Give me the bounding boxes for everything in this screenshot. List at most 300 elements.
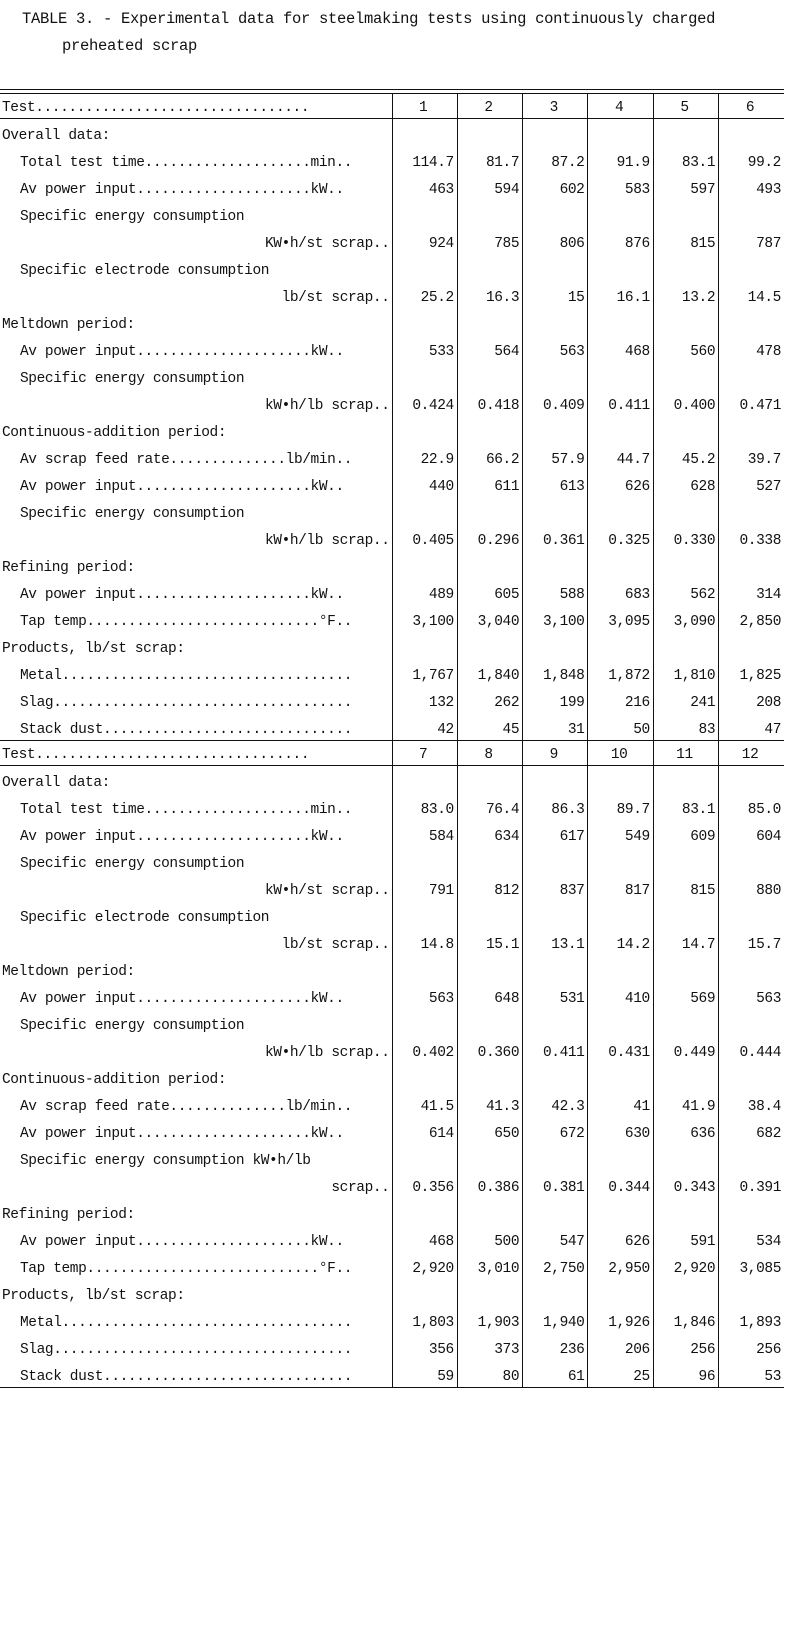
cell-value: 468	[392, 1225, 457, 1252]
cell-value: 314	[719, 578, 784, 605]
cell-value	[588, 847, 653, 874]
cell-value	[392, 901, 457, 928]
cell-value: 563	[523, 335, 588, 362]
cell-value: 86.3	[523, 793, 588, 820]
cell-value: 41	[588, 1090, 653, 1117]
cell-value	[457, 200, 522, 227]
cell-value	[392, 416, 457, 443]
cell-value: 0.424	[392, 389, 457, 416]
cell-value: 14.2	[588, 928, 653, 955]
table-row	[0, 713, 784, 741]
cell-value	[457, 955, 522, 982]
section-heading: Overall data:	[2, 128, 110, 144]
cell-value	[719, 362, 784, 389]
test-number: 4	[588, 94, 653, 119]
cell-value: 0.338	[719, 524, 784, 551]
cell-value: 605	[457, 578, 522, 605]
cell-value: 85.0	[719, 793, 784, 820]
cell-value	[523, 551, 588, 578]
cell-value	[653, 1009, 718, 1036]
cell-value	[392, 766, 457, 794]
cell-value	[719, 847, 784, 874]
cell-value: 16.1	[588, 281, 653, 308]
row-label: Total test time....................min..	[20, 155, 353, 171]
cell-value	[523, 1279, 588, 1306]
cell-value	[653, 416, 718, 443]
row-label: Specific energy consumption	[20, 371, 245, 387]
cell-value: 53	[719, 1360, 784, 1388]
cell-value	[653, 847, 718, 874]
row-label: Specific electrode consumption	[20, 263, 270, 279]
cell-value	[653, 1063, 718, 1090]
cell-value: 650	[457, 1117, 522, 1144]
cell-value: 563	[392, 982, 457, 1009]
cell-value: 41.9	[653, 1090, 718, 1117]
cell-value: 31	[523, 713, 588, 741]
cell-value: 13.1	[523, 928, 588, 955]
row-label: Specific electrode consumption	[20, 910, 270, 926]
table-row	[0, 874, 784, 901]
cell-value: 0.409	[523, 389, 588, 416]
cell-value	[653, 551, 718, 578]
cell-value: 0.405	[392, 524, 457, 551]
cell-value: 0.391	[719, 1171, 784, 1198]
table-row	[0, 1144, 784, 1171]
cell-value: 569	[653, 982, 718, 1009]
row-label: Av power input.....................kW..	[20, 829, 344, 845]
cell-value	[719, 955, 784, 982]
cell-value	[719, 901, 784, 928]
cell-value: 817	[588, 874, 653, 901]
cell-value: 13.2	[653, 281, 718, 308]
cell-value: 617	[523, 820, 588, 847]
cell-value: 534	[719, 1225, 784, 1252]
cell-value	[719, 254, 784, 281]
table-row	[0, 793, 784, 820]
cell-value	[457, 901, 522, 928]
cell-value	[523, 200, 588, 227]
test-number: 1	[392, 94, 457, 119]
cell-value: 787	[719, 227, 784, 254]
table-row	[0, 200, 784, 227]
cell-value: 815	[653, 227, 718, 254]
cell-value: 256	[719, 1333, 784, 1360]
cell-value	[457, 1063, 522, 1090]
cell-value: 626	[588, 1225, 653, 1252]
table-row	[0, 389, 784, 416]
table-row	[0, 1306, 784, 1333]
cell-value: 3,100	[392, 605, 457, 632]
row-label: kW•h/lb scrap..	[264, 533, 390, 549]
cell-value	[588, 1063, 653, 1090]
cell-value	[653, 1198, 718, 1225]
cell-value	[588, 955, 653, 982]
cell-value	[523, 955, 588, 982]
cell-value	[588, 119, 653, 147]
cell-value: 14.8	[392, 928, 457, 955]
cell-value: 924	[392, 227, 457, 254]
cell-value: 42.3	[523, 1090, 588, 1117]
table-row	[0, 632, 784, 659]
cell-value: 0.471	[719, 389, 784, 416]
test-number: 7	[392, 741, 457, 766]
cell-value	[523, 308, 588, 335]
section-heading: Continuous-addition period:	[2, 1072, 227, 1088]
cell-value: 41.5	[392, 1090, 457, 1117]
row-label: Metal...................................	[20, 1315, 353, 1331]
cell-value	[392, 1063, 457, 1090]
cell-value	[653, 632, 718, 659]
table-row	[0, 928, 784, 955]
cell-value	[457, 1009, 522, 1036]
cell-value: 47	[719, 713, 784, 741]
cell-value	[523, 766, 588, 794]
caption-line-1: TABLE 3. - Experimental data for steelmaking tests using continuously charged	[22, 10, 716, 28]
row-label: Av power input.....................kW..	[20, 1234, 344, 1250]
test-header-label: Test.................................	[0, 741, 392, 766]
cell-value: 132	[392, 686, 457, 713]
row-label: Av power input.....................kW..	[20, 344, 344, 360]
table-row	[0, 1090, 784, 1117]
table-row	[0, 982, 784, 1009]
row-label: Tap temp............................°F..	[20, 1261, 353, 1277]
cell-value: 478	[719, 335, 784, 362]
table-row	[0, 1036, 784, 1063]
cell-value	[523, 1063, 588, 1090]
cell-value	[392, 1009, 457, 1036]
row-label: Av scrap feed rate..............lb/min..	[20, 452, 353, 468]
cell-value: 114.7	[392, 146, 457, 173]
test-header-row	[0, 741, 784, 766]
cell-value	[588, 901, 653, 928]
table-row	[0, 1360, 784, 1388]
table-row	[0, 901, 784, 928]
row-label: Slag....................................	[20, 695, 353, 711]
cell-value: 648	[457, 982, 522, 1009]
cell-value: 815	[653, 874, 718, 901]
section-heading: Products, lb/st scrap:	[2, 641, 185, 657]
top-rule	[0, 89, 784, 90]
row-label: Av power input.....................kW..	[20, 587, 344, 603]
cell-value	[523, 901, 588, 928]
test-number: 10	[588, 741, 653, 766]
cell-value	[719, 632, 784, 659]
cell-value	[719, 308, 784, 335]
cell-value: 80	[457, 1360, 522, 1388]
cell-value: 15.7	[719, 928, 784, 955]
cell-value: 22.9	[392, 443, 457, 470]
cell-value: 628	[653, 470, 718, 497]
cell-value	[392, 119, 457, 147]
cell-value: 837	[523, 874, 588, 901]
cell-value: 1,872	[588, 659, 653, 686]
table-row	[0, 119, 784, 147]
cell-value	[392, 632, 457, 659]
cell-value	[392, 1279, 457, 1306]
cell-value: 0.381	[523, 1171, 588, 1198]
cell-value: 96	[653, 1360, 718, 1388]
cell-value: 81.7	[457, 146, 522, 173]
cell-value: 0.296	[457, 524, 522, 551]
table-body	[0, 94, 784, 1388]
cell-value: 89.7	[588, 793, 653, 820]
cell-value: 594	[457, 173, 522, 200]
cell-value	[588, 1144, 653, 1171]
cell-value: 91.9	[588, 146, 653, 173]
table-row	[0, 1117, 784, 1144]
test-number: 11	[653, 741, 718, 766]
cell-value	[719, 1279, 784, 1306]
cell-value: 236	[523, 1333, 588, 1360]
cell-value: 560	[653, 335, 718, 362]
cell-value	[392, 254, 457, 281]
table-row	[0, 335, 784, 362]
table-row	[0, 1009, 784, 1036]
cell-value: 14.5	[719, 281, 784, 308]
cell-value: 206	[588, 1333, 653, 1360]
cell-value: 0.400	[653, 389, 718, 416]
cell-value: 549	[588, 820, 653, 847]
cell-value	[653, 1144, 718, 1171]
row-label: scrap..	[331, 1180, 390, 1196]
cell-value: 3,100	[523, 605, 588, 632]
cell-value: 0.431	[588, 1036, 653, 1063]
table-row	[0, 659, 784, 686]
table-row	[0, 362, 784, 389]
cell-value: 588	[523, 578, 588, 605]
cell-value: 533	[392, 335, 457, 362]
cell-value	[523, 119, 588, 147]
cell-value: 2,850	[719, 605, 784, 632]
table-row	[0, 227, 784, 254]
table-row	[0, 308, 784, 335]
cell-value: 83.0	[392, 793, 457, 820]
table-row	[0, 443, 784, 470]
cell-value: 564	[457, 335, 522, 362]
test-number: 8	[457, 741, 522, 766]
cell-value	[523, 362, 588, 389]
cell-value: 527	[719, 470, 784, 497]
table-row	[0, 1279, 784, 1306]
cell-value: 99.2	[719, 146, 784, 173]
table-row	[0, 686, 784, 713]
cell-value: 1,846	[653, 1306, 718, 1333]
cell-value: 0.402	[392, 1036, 457, 1063]
cell-value: 1,940	[523, 1306, 588, 1333]
cell-value	[457, 1198, 522, 1225]
row-label: Av power input.....................kW..	[20, 479, 344, 495]
cell-value	[719, 551, 784, 578]
cell-value: 373	[457, 1333, 522, 1360]
test-header-label: Test.................................	[0, 94, 392, 119]
cell-value	[653, 901, 718, 928]
cell-value	[588, 362, 653, 389]
cell-value	[457, 362, 522, 389]
cell-value	[719, 119, 784, 147]
cell-value: 208	[719, 686, 784, 713]
cell-value: 806	[523, 227, 588, 254]
cell-value: 0.411	[588, 389, 653, 416]
cell-value: 216	[588, 686, 653, 713]
cell-value: 876	[588, 227, 653, 254]
cell-value	[719, 766, 784, 794]
cell-value: 0.360	[457, 1036, 522, 1063]
table-row	[0, 1225, 784, 1252]
test-number: 2	[457, 94, 522, 119]
cell-value	[392, 955, 457, 982]
cell-value	[588, 308, 653, 335]
table-row	[0, 416, 784, 443]
cell-value	[653, 497, 718, 524]
cell-value	[653, 362, 718, 389]
cell-value	[588, 1198, 653, 1225]
test-number: 12	[719, 741, 784, 766]
cell-value: 0.411	[523, 1036, 588, 1063]
cell-value: 83.1	[653, 793, 718, 820]
cell-value: 45	[457, 713, 522, 741]
cell-value: 3,040	[457, 605, 522, 632]
section-heading: Meltdown period:	[2, 317, 135, 333]
cell-value	[719, 1144, 784, 1171]
cell-value	[392, 1144, 457, 1171]
cell-value: 3,095	[588, 605, 653, 632]
row-label: Metal...................................	[20, 668, 353, 684]
cell-value: 531	[523, 982, 588, 1009]
row-label: Av power input.....................kW..	[20, 1126, 344, 1142]
cell-value: 682	[719, 1117, 784, 1144]
table-row	[0, 470, 784, 497]
cell-value: 2,920	[392, 1252, 457, 1279]
cell-value	[719, 416, 784, 443]
cell-value: 602	[523, 173, 588, 200]
test-number: 9	[523, 741, 588, 766]
test-header-row	[0, 94, 784, 119]
cell-value	[588, 416, 653, 443]
table-row	[0, 173, 784, 200]
cell-value: 45.2	[653, 443, 718, 470]
table-row	[0, 524, 784, 551]
row-label: KW•h/st scrap..	[264, 236, 390, 252]
cell-value: 500	[457, 1225, 522, 1252]
cell-value	[588, 551, 653, 578]
table-caption	[22, 6, 782, 60]
row-label: Total test time....................min..	[20, 802, 353, 818]
cell-value: 25.2	[392, 281, 457, 308]
test-number: 6	[719, 94, 784, 119]
row-label: Tap temp............................°F..	[20, 614, 353, 630]
cell-value	[653, 308, 718, 335]
cell-value: 1,903	[457, 1306, 522, 1333]
row-label: Av scrap feed rate..............lb/min..	[20, 1099, 353, 1115]
section-heading: Continuous-addition period:	[2, 425, 227, 441]
section-heading: Overall data:	[2, 775, 110, 791]
cell-value: 1,825	[719, 659, 784, 686]
cell-value: 0.325	[588, 524, 653, 551]
cell-value: 15.1	[457, 928, 522, 955]
cell-value	[523, 497, 588, 524]
cell-value: 609	[653, 820, 718, 847]
cell-value	[457, 119, 522, 147]
test-number: 3	[523, 94, 588, 119]
table-row	[0, 254, 784, 281]
cell-value: 262	[457, 686, 522, 713]
cell-value	[457, 551, 522, 578]
row-label: Av power input.....................kW..	[20, 991, 344, 1007]
cell-value	[653, 766, 718, 794]
row-label: Stack dust..............................	[0, 1360, 392, 1388]
cell-value	[523, 1009, 588, 1036]
cell-value: 25	[588, 1360, 653, 1388]
table-row	[0, 281, 784, 308]
cell-value: 613	[523, 470, 588, 497]
cell-value	[719, 1198, 784, 1225]
cell-value	[392, 308, 457, 335]
cell-value	[457, 308, 522, 335]
cell-value	[523, 1144, 588, 1171]
cell-value: 0.361	[523, 524, 588, 551]
cell-value: 0.386	[457, 1171, 522, 1198]
cell-value: 2,920	[653, 1252, 718, 1279]
cell-value: 1,840	[457, 659, 522, 686]
cell-value: 256	[653, 1333, 718, 1360]
cell-value	[588, 497, 653, 524]
cell-value: 2,950	[588, 1252, 653, 1279]
cell-value	[653, 955, 718, 982]
cell-value: 3,090	[653, 605, 718, 632]
cell-value: 0.418	[457, 389, 522, 416]
cell-value: 0.444	[719, 1036, 784, 1063]
cell-value	[457, 632, 522, 659]
cell-value	[392, 551, 457, 578]
section-heading: Refining period:	[2, 560, 135, 576]
row-label: Specific energy consumption	[20, 856, 245, 872]
cell-value: 76.4	[457, 793, 522, 820]
cell-value	[457, 1279, 522, 1306]
cell-value: 1,810	[653, 659, 718, 686]
cell-value: 634	[457, 820, 522, 847]
cell-value	[457, 1144, 522, 1171]
table-row	[0, 551, 784, 578]
cell-value	[392, 497, 457, 524]
cell-value: 0.449	[653, 1036, 718, 1063]
cell-value	[719, 1009, 784, 1036]
cell-value	[653, 1279, 718, 1306]
cell-value: 241	[653, 686, 718, 713]
cell-value: 547	[523, 1225, 588, 1252]
cell-value: 87.2	[523, 146, 588, 173]
cell-value: 1,803	[392, 1306, 457, 1333]
cell-value	[392, 847, 457, 874]
cell-value: 44.7	[588, 443, 653, 470]
cell-value: 15	[523, 281, 588, 308]
table-row	[0, 605, 784, 632]
cell-value	[588, 254, 653, 281]
cell-value: 16.3	[457, 281, 522, 308]
cell-value: 812	[457, 874, 522, 901]
row-label: kW•h/st scrap..	[264, 883, 390, 899]
cell-value: 463	[392, 173, 457, 200]
cell-value	[457, 254, 522, 281]
table-row	[0, 1171, 784, 1198]
cell-value: 3,010	[457, 1252, 522, 1279]
table-row	[0, 1063, 784, 1090]
cell-value	[392, 1198, 457, 1225]
cell-value: 604	[719, 820, 784, 847]
cell-value: 591	[653, 1225, 718, 1252]
table-row	[0, 1333, 784, 1360]
table-row	[0, 1198, 784, 1225]
table-row	[0, 1252, 784, 1279]
